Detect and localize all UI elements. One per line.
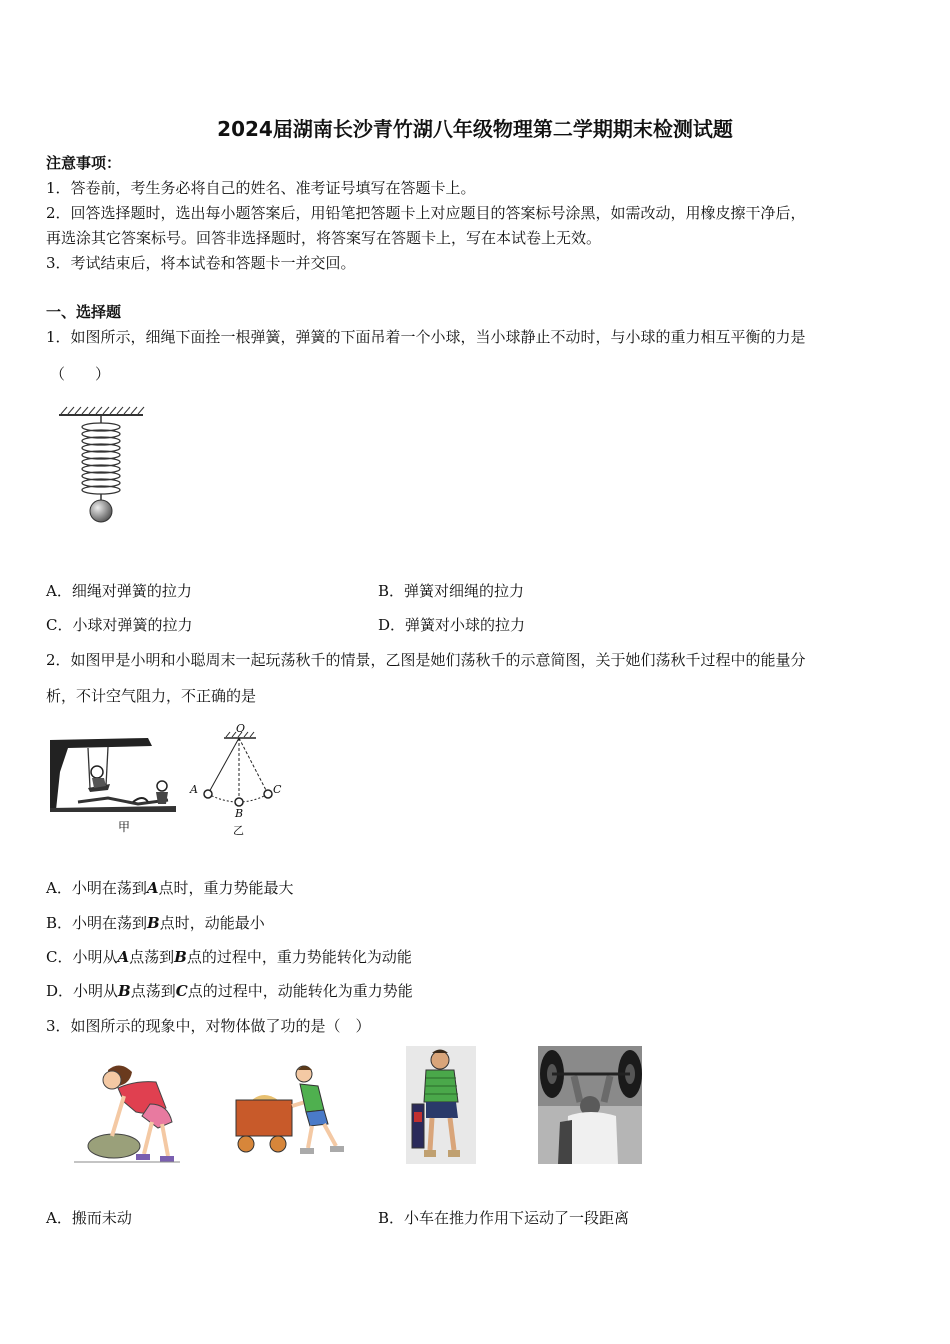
option-a: A．细绳对弹簧的拉力 xyxy=(46,582,192,600)
question-1-bracket: （ ） xyxy=(50,365,111,383)
figure-label-jia: 甲 xyxy=(118,820,131,834)
weightlifter-figure xyxy=(538,1046,642,1164)
option-b: B．小车在推力作用下运动了一段距离 xyxy=(378,1209,630,1227)
section-heading: 一、选择题 xyxy=(46,303,122,321)
option-b: B．弹簧对细绳的拉力 xyxy=(378,582,525,600)
option-c: C．小球对弹簧的拉力 xyxy=(46,616,193,634)
point-label-o: O xyxy=(236,722,246,735)
option-d: D．小明从B点荡到C点的过程中，动能转化为重力势能 xyxy=(46,982,413,1000)
notice-item: 2．回答选择题时，选出每小题答案后，用铅笔把答题卡上对应题目的答案标号涂黑，如需改动，用橡皮擦干净后， xyxy=(46,204,806,222)
option-d: D．弹簧对小球的拉力 xyxy=(378,616,526,634)
option-b: B．小明在荡到B点时，动能最小 xyxy=(46,914,265,932)
notice-item: 1．答卷前，考生务必将自己的姓名、准考证号填写在答题卡上。 xyxy=(46,179,476,197)
pushing-cart-figure xyxy=(232,1064,347,1159)
question-1-stem: 1．如图所示，细绳下面拴一根弹簧，弹簧的下面吊着一个小球，当小球静止不动时，与小球的重力相互平衡的力是 xyxy=(46,328,806,346)
swing-scene-figure xyxy=(48,732,178,814)
option-c: C．小明从A点荡到B点的过程中，重力势能转化为动能 xyxy=(46,948,412,966)
option-a: A．搬而未动 xyxy=(46,1209,132,1227)
page-title: 2024届湖南长沙青竹湖八年级物理第二学期期末检测试题 xyxy=(217,117,733,141)
point-label-b: B xyxy=(235,807,244,820)
notice-item: 再选涂其它答案标号。回答非选择题时，将答案写在答题卡上，写在本试卷上无效。 xyxy=(46,229,602,247)
spring-figure xyxy=(55,405,150,525)
notice-item: 3．考试结束后，将本试卷和答题卡一并交回。 xyxy=(46,254,356,272)
point-label-c: C xyxy=(273,783,282,796)
question-2-stem-cont: 析，不计空气阻力，不正确的是 xyxy=(46,687,257,705)
option-a: A．小明在荡到A点时，重力势能最大 xyxy=(46,879,294,897)
figure-label-yi: 乙 xyxy=(233,824,244,837)
notice-heading: 注意事项： xyxy=(46,154,122,172)
lifting-rock-figure xyxy=(72,1058,182,1166)
point-label-a: A xyxy=(190,783,198,796)
question-3-stem: 3．如图所示的现象中，对物体做了功的是（ ） xyxy=(46,1017,371,1035)
question-2-stem: 2．如图甲是小明和小聪周末一起玩荡秋千的情景，乙图是她们荡秋千的示意简图，关于她们荡秋千过程中的能量分 xyxy=(46,651,806,669)
carrying-bag-figure xyxy=(406,1046,476,1164)
